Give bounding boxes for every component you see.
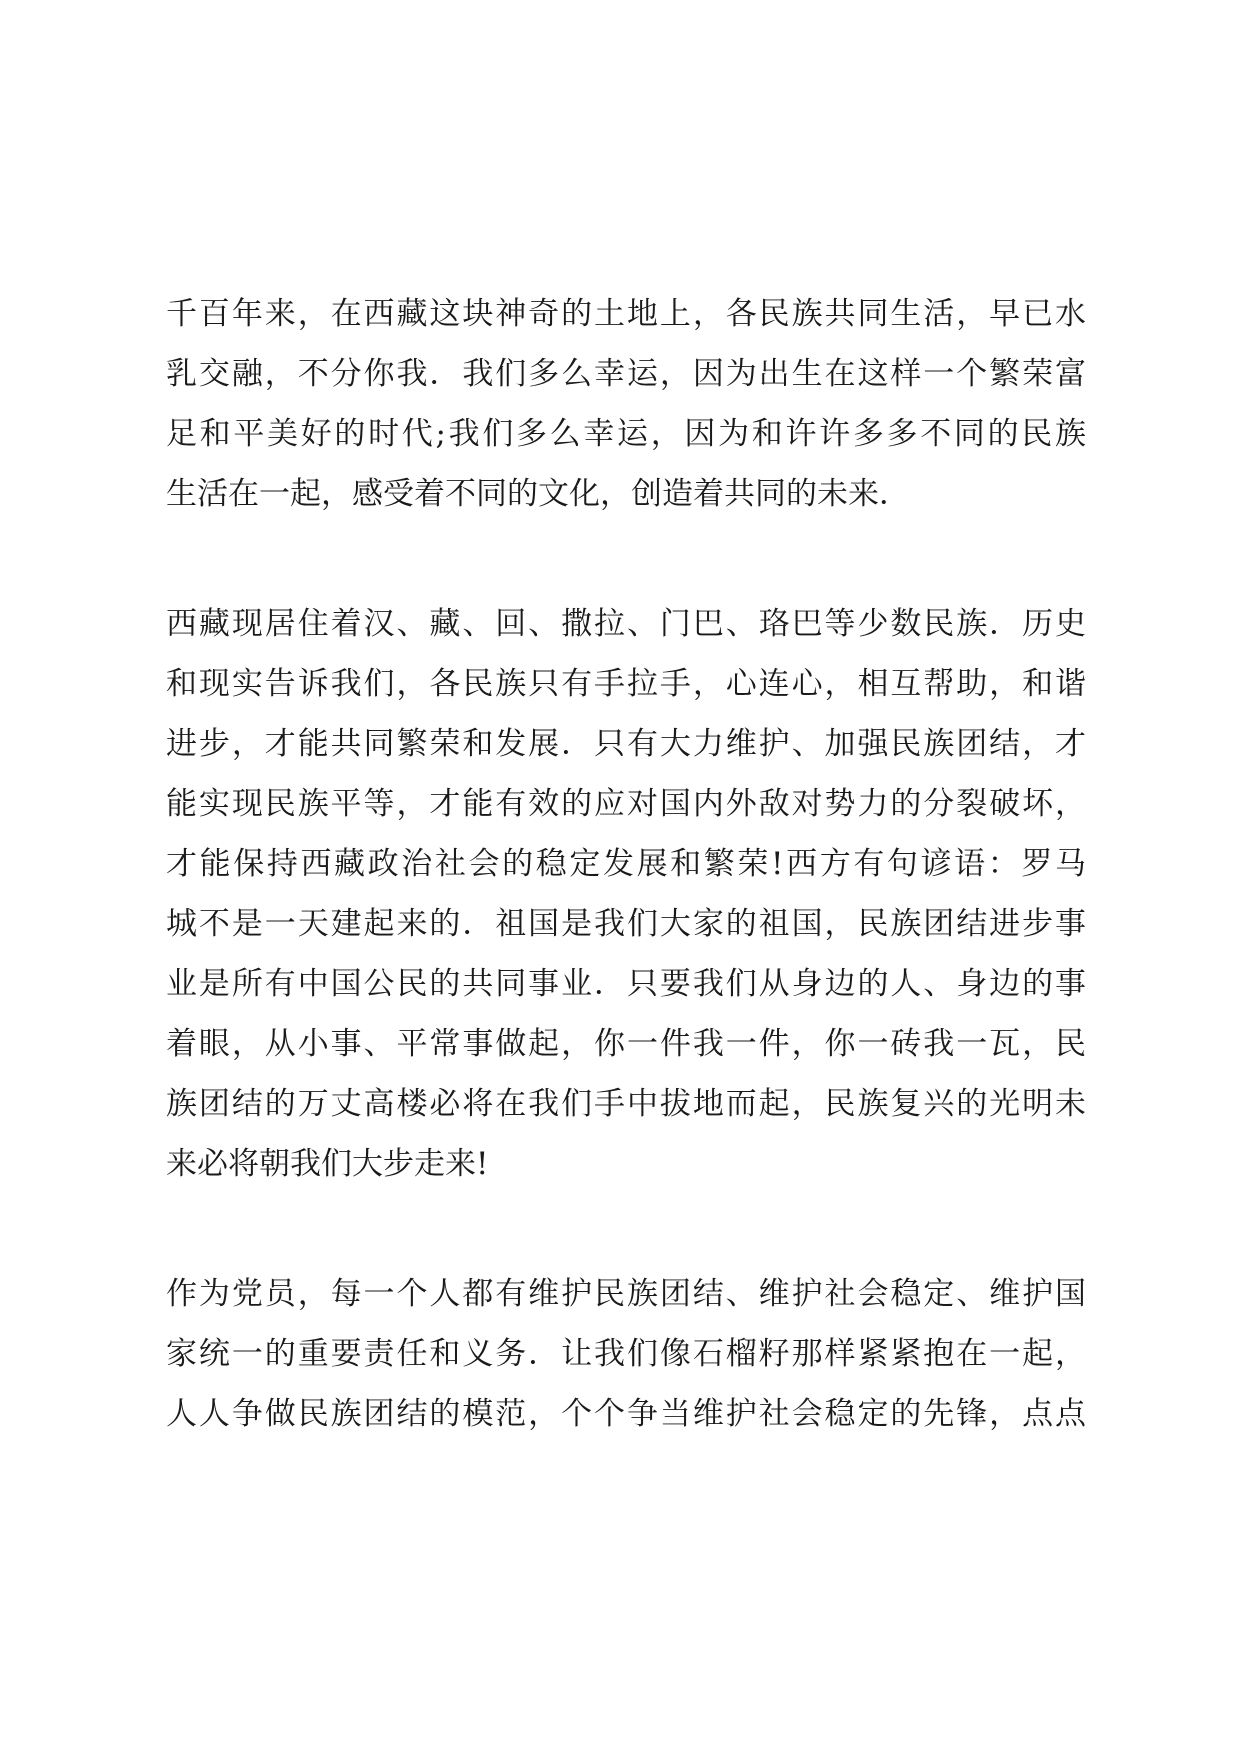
text-line: 进步，才能共同繁荣和发展．只有大力维护、加强民族团结，才: [166, 726, 1086, 762]
text-line: 人人争做民族团结的模范，个个争当维护社会稳定的先锋，点点: [166, 1396, 1086, 1432]
text-line: 家统一的重要责任和义务．让我们像石榴籽那样紧紧抱在一起，: [166, 1336, 1086, 1372]
text-line: 着眼，从小事、平常事做起，你一件我一件，你一砖我一瓦，民: [166, 1026, 1086, 1062]
text-line: 和现实告诉我们，各民族只有手拉手，心连心，相互帮助，和谐: [166, 666, 1086, 702]
text-line: 才能保持西藏政治社会的稳定发展和繁荣!西方有句谚语：罗马: [166, 846, 1086, 882]
text-line: 西藏现居住着汉、藏、回、撒拉、门巴、珞巴等少数民族．历史: [166, 606, 1086, 642]
text-line: 千百年来，在西藏这块神奇的土地上，各民族共同生活，早已水: [166, 296, 1086, 332]
text-line: 城不是一天建起来的．祖国是我们大家的祖国，民族团结进步事: [166, 906, 1086, 942]
text-line: 族团结的万丈高楼必将在我们手中拔地而起，民族复兴的光明未: [166, 1086, 1086, 1122]
text-line: 能实现民族平等，才能有效的应对国内外敌对势力的分裂破坏，: [166, 786, 1086, 822]
text-line: 生活在一起，感受着不同的文化，创造着共同的未来．: [166, 476, 910, 512]
text-line: 来必将朝我们大步走来!: [166, 1146, 489, 1182]
text-line: 业是所有中国公民的共同事业．只要我们从身边的人、身边的事: [166, 966, 1086, 1002]
text-line: 作为党员，每一个人都有维护民族团结、维护社会稳定、维护国: [166, 1276, 1086, 1312]
text-line: 乳交融，不分你我．我们多么幸运，因为出生在这样一个繁荣富: [166, 356, 1086, 392]
text-line: 足和平美好的时代;我们多么幸运，因为和许许多多不同的民族: [166, 416, 1086, 452]
